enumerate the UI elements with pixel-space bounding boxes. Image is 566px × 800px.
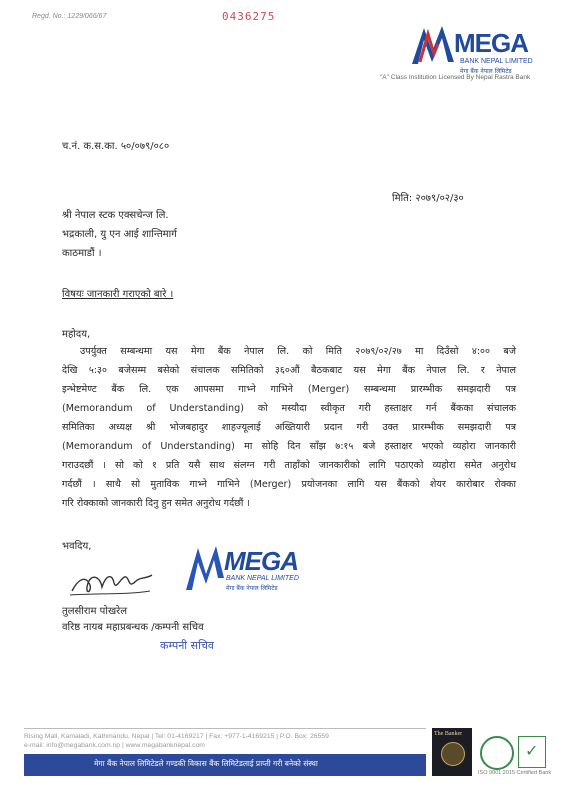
reference-number: च.नं. क.स.का. ५०/०७९/०८० bbox=[62, 141, 170, 152]
body-line: देखि ५:३० बजेसम्म बसेको संचालक समितिको ३६०औं बैठकबाट यस मेगा बैंक नेपाल लि. र नेपाल bbox=[62, 365, 516, 376]
logo-wordmark: MEGA bbox=[454, 28, 528, 58]
logo-subtitle-english: BANK NEPAL LIMITED bbox=[460, 58, 533, 65]
body-line: गराउदछौं । सो को १ प्रति यसै साथ संलग्न गरी ताहाँको जानकारीको लागि पठाएको व्यहोरा समेत अनुरोध bbox=[62, 460, 516, 471]
badge-title: The Banker bbox=[434, 731, 463, 737]
body-line: गर्दछौं । साथै सो मुताविक गाभ्ने गाभिने (Merger) प्रयोजनका लागि यस बैंकको शेयर कारोबार रोक्का bbox=[62, 479, 516, 490]
salutation: महोदय, bbox=[62, 329, 91, 340]
letter-body bbox=[62, 342, 516, 513]
footer-contact: e-mail: info@megabank.com.np | www.megabanknepal.com bbox=[24, 742, 205, 749]
bank-logo-header bbox=[410, 18, 550, 74]
body-line: गरि रोक्काको जानकारी दिनु हुन समेत अनुरोध गर्दछौं । bbox=[62, 498, 251, 509]
footer-divider bbox=[24, 728, 426, 729]
certification-badges bbox=[432, 728, 550, 780]
the-banker-award-badge bbox=[432, 728, 472, 776]
letter-date: मिति: २०७९/०२/३० bbox=[392, 193, 464, 204]
stamp-swoosh-icon bbox=[182, 542, 228, 592]
logo-swoosh-icon bbox=[410, 22, 460, 66]
company-secretary-stamp: कम्पनी सचिव bbox=[160, 639, 215, 652]
bank-stamp-logo bbox=[182, 540, 312, 602]
stamp-wordmark: MEGA bbox=[224, 546, 298, 576]
signer-title: वरिष्ठ नायब महाप्रबन्धक /कम्पनी सचिव bbox=[62, 622, 204, 633]
iso-check-icon: ✓ bbox=[518, 736, 546, 768]
signature-icon bbox=[66, 565, 156, 601]
closing: भवदिय, bbox=[62, 541, 92, 552]
registration-number: Regd. No.: 1229/066/67 bbox=[32, 13, 107, 20]
address-line-3: काठमाडौं । bbox=[62, 248, 102, 259]
serial-number: 0436275 bbox=[222, 10, 276, 23]
footer-address: Rising Mall, Kamaladi, Kathmandu, Nepal | Tel: 01-4169217 | Fax: +977-1-4169215 | P.O. Box: 26559 bbox=[24, 733, 329, 740]
footer-band-text: मेगा बैंक नेपाल लिमिटेडले गण्डकी विकास बैंक लिमिटेडलाई प्राप्ती गरी बनेको संस्था bbox=[94, 759, 318, 768]
address-line-1: श्री नेपाल स्टक एक्सचेन्ज लि. bbox=[62, 210, 169, 221]
address-line-2: भद्रकाली, यु एन आई शान्तिमार्ग bbox=[62, 229, 177, 240]
certification-seal-icon bbox=[480, 736, 514, 770]
body-line: (Memorandum of Understanding) मा सोहि दिन साँझ ७:१५ बजे हस्ताक्षर भएको व्यहोरा जानकारी bbox=[62, 441, 516, 452]
stamp-subtitle-nepali: मेगा बैंक नेपाल लिमिटेड bbox=[226, 585, 278, 592]
stamp-subtitle-english: BANK NEPAL LIMITED bbox=[226, 575, 299, 582]
license-tagline: "A" Class Institution Licensed By Nepal Rastra Bank bbox=[380, 74, 531, 81]
body-line: (Memorandum of Understanding) को मस्यौदा स्वीकृत गरी हस्ताक्षर गर्न बैंकका संचालक bbox=[62, 403, 516, 414]
body-line: समितिका अध्यक्ष श्री भोजबहादुर शाहज्यूलाई अख्तियारी प्रदान गरी उक्त प्रारम्भीक समझदारी पत्र bbox=[62, 422, 516, 433]
letter-subject: विषयः जानकारी गराएको बारे । bbox=[62, 289, 174, 300]
iso-certification-text: ISO 9001:2015 Certified Bank bbox=[478, 770, 552, 776]
body-line: इन्भेष्टमेण्ट बैंक लि. एक आपसमा गाभ्ने गाभिने (Merger) सम्बन्धमा प्रारम्भीक समझदारी पत्र bbox=[62, 384, 516, 395]
award-medal-icon bbox=[441, 742, 465, 766]
signer-name: तुलसीराम पोखरेल bbox=[62, 606, 127, 617]
body-line: उपर्युक्त सम्बन्धमा यस मेगा बैंक नेपाल लि. को मिति २०७९/०२/२७ मा दिउँसो ४:०० बजे bbox=[80, 346, 516, 357]
logo-subtitle-nepali: मेगा बैंक नेपाल लिमिटेड bbox=[460, 68, 512, 75]
